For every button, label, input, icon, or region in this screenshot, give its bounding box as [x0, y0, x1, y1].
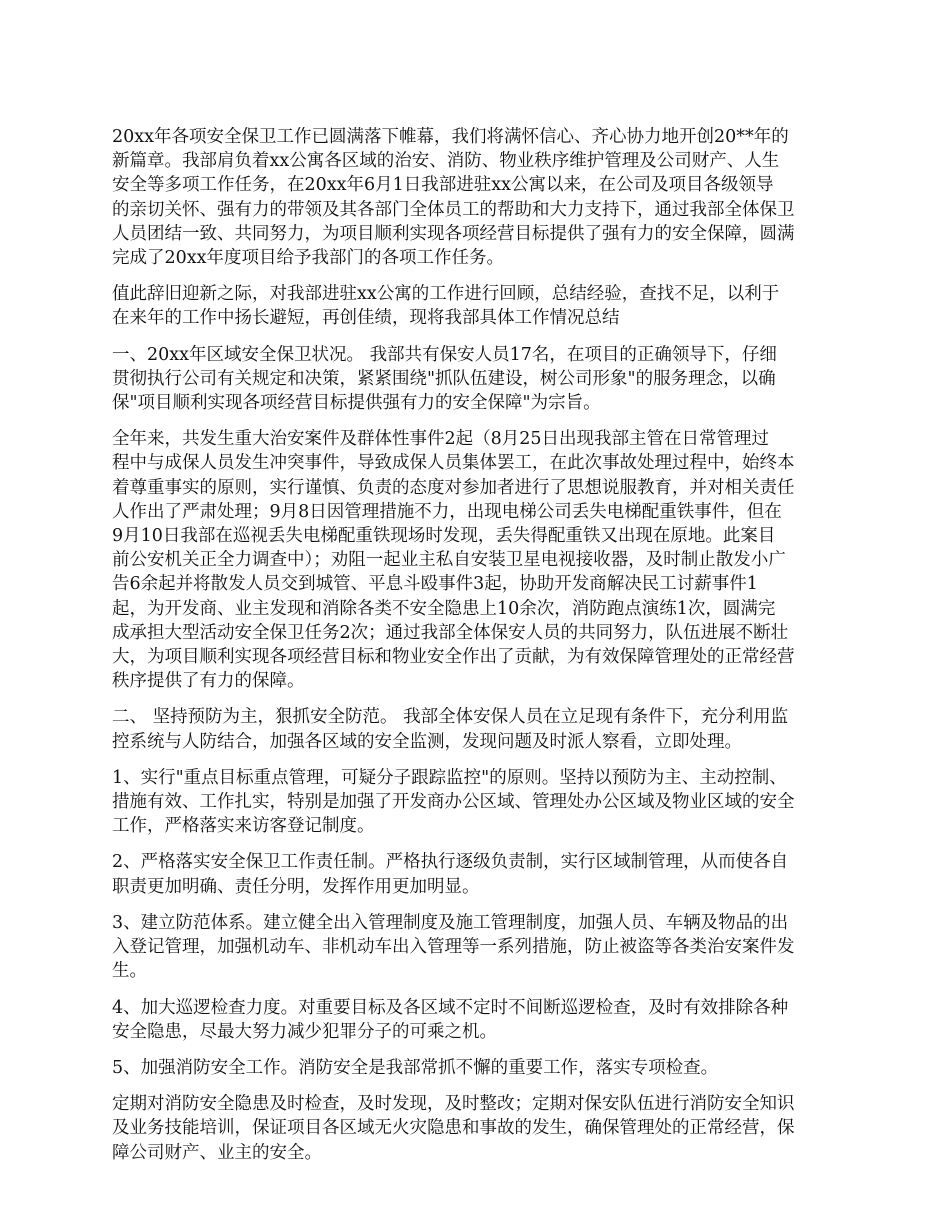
paragraph-item-5: 5、加强消防安全工作。消防安全是我部常抓不懈的重要工作，落实专项检查。	[112, 1057, 719, 1078]
paragraph-item-2: 2、严格落实安全保卫工作责任制。严格执行逐级负责制，实行区域制管理，从而使各自 职责更加明确、责任分明，发挥作用更加明显。	[112, 852, 789, 897]
document-body	[112, 125, 840, 1177]
paragraph-item-1: 1、实行"重点目标重点管理，可疑分子跟踪监控"的原则。坚持以预防为主、主动控制、 措施有效、工作扎实，特别是加强了开发商办公区域、管理处办公区域及物业区域的安全 工作，严格落实来访客登记制度。	[112, 767, 795, 837]
paragraph-review: 值此辞旧迎新之际，对我部进驻xx公寓的工作进行回顾，总结经验，查找不足，以利于 在来年的工作中扬长避短，再创佳绩，现将我部具体工作情况总结	[112, 284, 780, 329]
paragraph-intro: 20xx年各项安全保卫工作已圆满落下帷幕，我们将满怀信心、齐心协力地开创20**年的 新篇章。我部肩负着xx公寓各区域的治安、消防、物业秩序维护管理及公司财产、人生 安全等多项工作任务，在20xx年6月1日我部进驻xx公寓以来，在公司及项目各级领导 的亲切关怀、强有力的带领及其各部门全体员工的帮助和大力支持下，通过我部全体保卫 人员团结一致、共同努力，为项目顺利实现各项经营目标提供了强有力的安全保障，圆满 完成了20xx年度项目给予我部门的各项工作任务。	[112, 127, 795, 269]
paragraph-section-1: 一、20xx年区域安全保卫状况。 我部共有保安人员17名，在项目的正确领导下，仔细 贯彻执行公司有关规定和决策，紧紧围绕"抓队伍建设，树公司形象"的服务理念，以确 保"项目顺利实现各项经营目标提供强有力的安全保障"为宗旨。	[112, 344, 777, 414]
paragraph-section-2: 二、 坚持预防为主，狠抓安全防范。 我部全体安保人员在立足现有条件下，充分利用监 控系统与人防结合，加强各区域的安全监测，发现问题及时派人察看，立即处理。	[112, 707, 789, 752]
paragraph-item-3: 3、建立防范体系。建立健全出入管理制度及施工管理制度，加强人员、车辆及物品的出 入登记管理，加强机动车、非机动车出入管理等一系列措施，防止被盗等各类治安案件发 生。	[112, 912, 795, 982]
paragraph-incidents: 全年来，共发生重大治安案件及群体性事件2起（8月25日出现我部主管在日常管理过 程中与成保人员发生冲突事件，导致成保人员集体罢工，在此次事故处理过程中，始终本 着尊重事实的原则，实行谨慎、负责的态度对参加者进行了思想说服教育，并对相关责任 人作出了严肃处理；9月8日因管理措施不力，出现电梯公司丢失电梯配重铁事件，但在 9月10日我部在巡视丢失电梯配重铁现场时发现，丢失得配重铁又出现在原地。此案目 前公安机关正全力调查中）；劝阻一起业主私自安装卫星电视接收器，及时制止散发小广 告6余起并将散发人员交到城管、平息斗殴事件3起，协助开发商解决民工讨薪事件1 起，为开发商、业主发现和消除各类不安全隐患上10余次，消防跑点演练1次，圆满完 成承担大型活动安全保卫任务2次；通过我部全体保安人员的共同努力，队伍进展不断壮 大，为项目顺利实现各项经营目标和物业安全作出了贡献，为有效保障管理处的正常经营 秩序提供了有力的保障。	[112, 429, 795, 692]
paragraph-fire-safety: 定期对消防安全隐患及时检查，及时发现，及时整改；定期对保安队伍进行消防安全知识 及业务技能培训，保证项目各区域无火灾隐患和事故的发生，确保管理处的正常经营，保 障公司财产、业主的安全。	[112, 1094, 795, 1163]
paragraph-item-4: 4、加大巡逻检查力度。对重要目标及各区域不定时不间断巡逻检查，及时有效排除各种 安全隐患，尽最大努力减少犯罪分子的可乘之机。	[112, 997, 789, 1042]
